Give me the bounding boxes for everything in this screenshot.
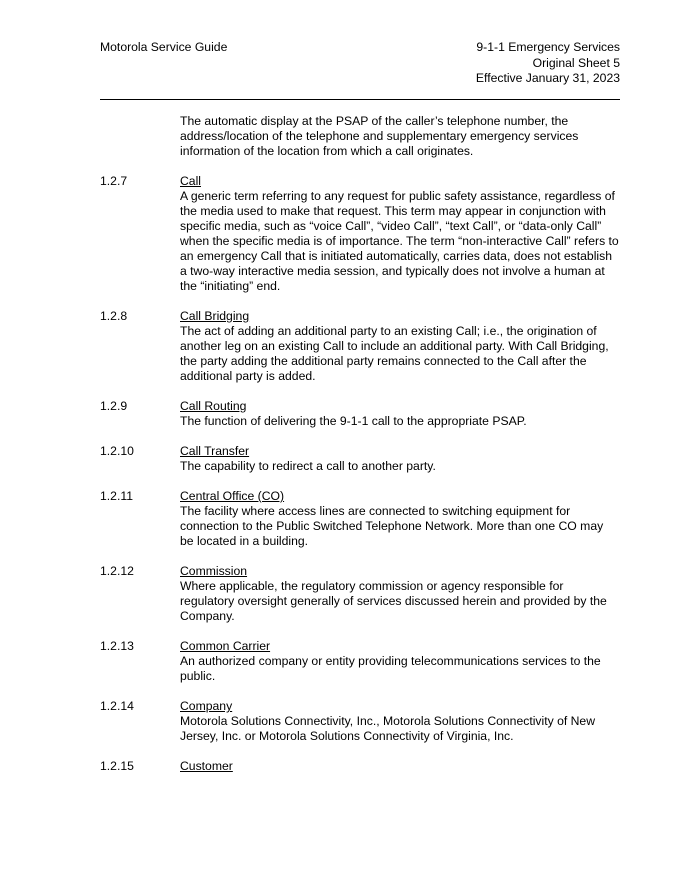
section-number: 1.2.7 xyxy=(100,174,128,188)
section-1-2-13 xyxy=(100,639,620,684)
section-number: 1.2.9 xyxy=(100,399,128,413)
section-number: 1.2.10 xyxy=(100,444,134,458)
document-body xyxy=(100,114,620,774)
section-number: 1.2.13 xyxy=(100,639,134,653)
section-number: 1.2.11 xyxy=(100,489,133,503)
section-title: Call xyxy=(180,174,201,188)
section-1-2-11 xyxy=(100,489,620,549)
section-title: Call Transfer xyxy=(180,444,250,458)
section-text: The act of adding an additional party to an existing Call; i.e., the origination of another leg on an existing Call to include an additional party. With Call Bridging, the party adding the additional party remains connected to the Call after the additional party is added. xyxy=(180,324,609,383)
section-1-2-12 xyxy=(100,564,620,624)
section-1-2-7 xyxy=(100,174,620,294)
intro-paragraph: The automatic display at the PSAP of the caller’s telephone number, the address/location of the telephone and supplementary emergency services information of the location from which a call originates. xyxy=(180,114,579,158)
section-text: Motorola Solutions Connectivity, Inc., Motorola Solutions Connectivity of New Jersey, Inc. or Motorola Solutions Connectivity of Virginia, Inc. xyxy=(180,714,596,743)
effective-date: Effective January 31, 2023 xyxy=(475,71,620,85)
sheet-info xyxy=(476,40,620,87)
section-title: Company xyxy=(180,699,233,713)
section-title: Common Carrier xyxy=(180,639,271,653)
guide-title: Motorola Service Guide xyxy=(100,40,228,54)
section-title: Call Bridging xyxy=(180,309,250,323)
section-number: 1.2.8 xyxy=(100,309,128,323)
service-name: 9-1-1 Emergency Services xyxy=(476,40,620,54)
section-text: The capability to redirect a call to another party. xyxy=(180,459,436,473)
section-text: A generic term referring to any request for public safety assistance, regardless of the media used to make that request. This term may appear in conjunction with specific media, such as “voice Call”, “video Call”, “text Call”, or “data-only Call” when the specific media is of importance. The term “non-interactive Call” refers to an emergency Call that is initiated automatically, carries data, does not establish a two-way interactive media session, and typically does not involve a human at the “initiating” end. xyxy=(180,189,619,293)
section-number: 1.2.14 xyxy=(100,699,134,713)
section-1-2-8 xyxy=(100,309,620,384)
section-number: 1.2.12 xyxy=(100,564,134,578)
section-text: Where applicable, the regulatory commission or agency responsible for regulatory oversight generally of services discussed herein and provided by the Company. xyxy=(180,579,607,623)
section-1-2-15 xyxy=(100,759,620,774)
section-text: The facility where access lines are connected to switching equipment for connection to the Public Switched Telephone Network. More than one CO may be located in a building. xyxy=(180,504,604,548)
section-title: Central Office (CO) xyxy=(180,489,285,503)
section-text: An authorized company or entity providing telecommunications services to the public. xyxy=(180,654,601,683)
section-text: The function of delivering the 9-1-1 call to the appropriate PSAP. xyxy=(180,414,527,428)
section-title: Call Routing xyxy=(180,399,247,413)
section-number: 1.2.15 xyxy=(100,759,134,773)
section-title: Commission xyxy=(180,564,248,578)
sheet-number: Original Sheet 5 xyxy=(532,55,620,70)
section-1-2-14 xyxy=(100,699,620,744)
section-title: Customer xyxy=(180,759,233,773)
section-1-2-9 xyxy=(100,399,620,429)
section-1-2-10 xyxy=(100,444,620,474)
header-divider xyxy=(100,99,620,100)
